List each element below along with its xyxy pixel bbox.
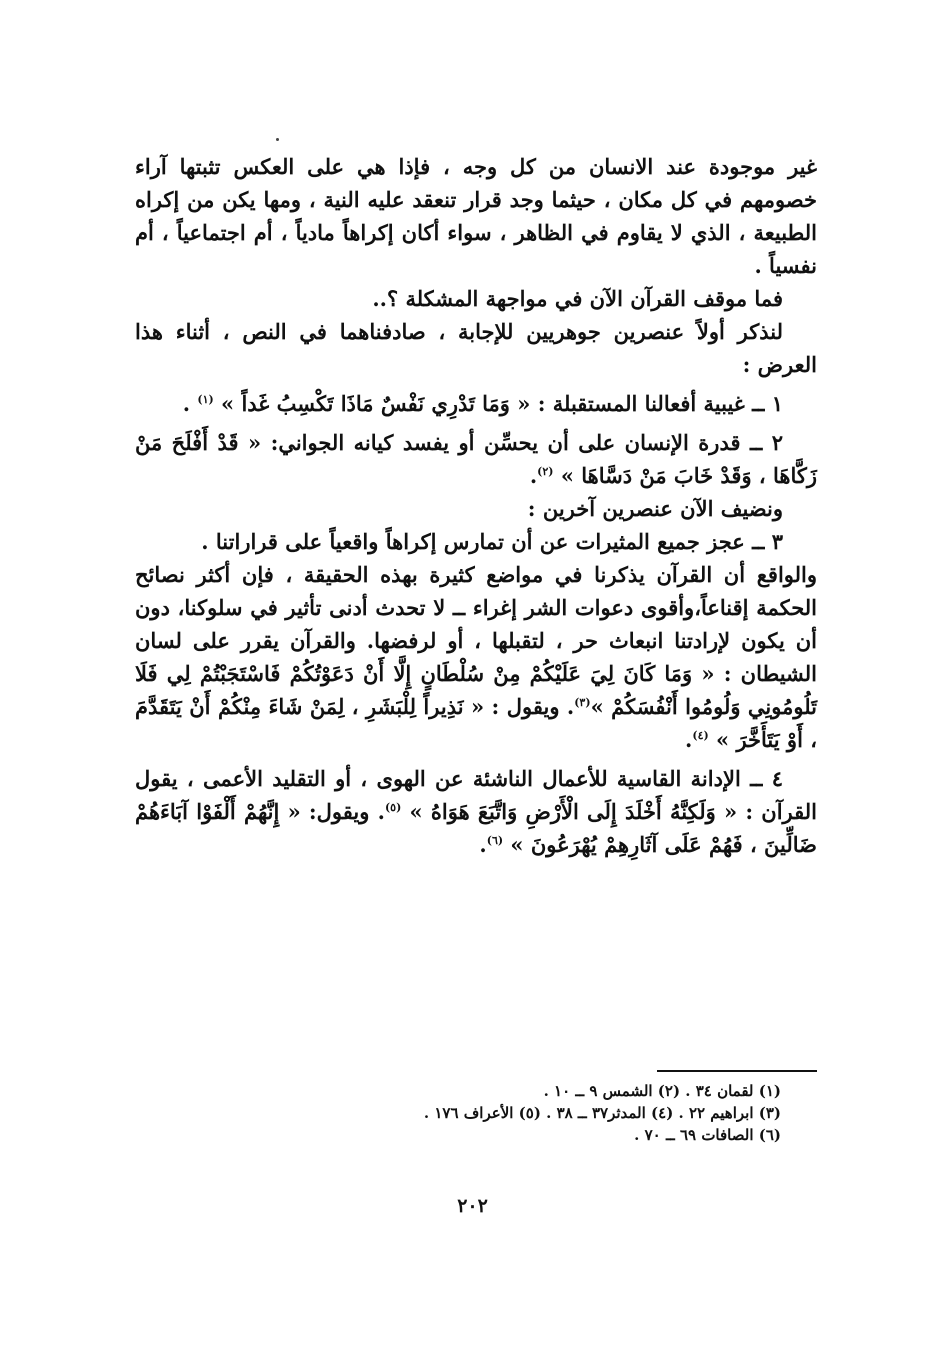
item-4-end: . (479, 832, 487, 857)
paragraph-8-mid: . ويقول : « نَذِيراً لِلْبَشَرِ ، لِمَنْ شَاءَ مِنْكُمْ أَنْ يَتَقَدَّمَ ، أَوْ يَتَأَخَّرَ » (135, 694, 817, 752)
footnote-ref-5: (٥) (384, 801, 402, 814)
item-1-text: ١ ــ غيبية أفعالنا المستقبلة : « وَمَا تَدْرِي نَفْسٌ مَاذَا تَكْسِبُ غَداً » (221, 391, 783, 416)
footnote-ref-1: (١) (197, 393, 214, 406)
footnote-ref-3: (٣) (574, 696, 591, 709)
item-4-text: ٤ ــ الإدانة القاسية للأعمال الناشئة عن الهوى ، أو التقليد الأعمى ، يقول القرآن : « وَلَكِنَّهُ أَخْلَدَ إِلَى الْأَرْضِ وَاتَّبَعَ هَوَاهُ » (135, 766, 817, 824)
footnotes (424, 1080, 781, 1146)
item-2 (135, 426, 817, 492)
paragraph-8 (135, 558, 817, 756)
paragraph-3: لنذكر أولاً عنصرين جوهريين للإجابة ، صادفناهما في النص ، أثناء هذا العرض : (135, 319, 817, 377)
footnote-line-2: (٣) ابراهيم ٢٢ . (٤) المدثر٣٧ ــ ٣٨ . (٥) الأعراف ١٧٦ . (423, 1104, 781, 1122)
item-2-text: ٢ ــ قدرة الإنسان على أن يحسِّن أو يفسد كيانه الجواني: « قَدْ أَفْلَحَ مَنْ زَكَّاهَا ، وَقَدْ خَابَ مَنْ دَسَّاهَا » (135, 430, 817, 488)
paragraph-1: غير موجودة عند الانسان من كل وجه ، فإذا هي على العكس تثبتها آراء خصومهم في كل مكان ، حيثما وجد قرار تنعقد عليه النية ، ومها يكن من إكراه الطبيعة ، الذي لا يقاوم في الظاهر ، سواء أكان إكراهاً مادياً ، أم اجتماعياً ، أم نفسياً . (135, 154, 817, 278)
scan-speck (276, 138, 279, 141)
footnote-divider (657, 1070, 817, 1072)
paragraph-2: فما موقف القرآن الآن في مواجهة المشكلة ؟.. (372, 286, 783, 311)
footnote-ref-2: (٢) (537, 465, 554, 478)
paragraph-6: ونضيف الآن عنصرين آخرين : (527, 496, 783, 521)
footnote-line-1: (١) لقمان ٣٤ . (٢) الشمس ٩ ــ ١٠ . (543, 1082, 781, 1100)
item-4-mid: . ويقول: « إِنَّهُمْ أَلْفَوْا آبَاءَهُمْ ضَالِّينَ ، فَهُمْ عَلَى آثَارِهِمْ يُهْرَعُونَ » (135, 799, 817, 857)
item-4 (135, 762, 817, 861)
body-text (135, 150, 817, 861)
item-1 (135, 387, 817, 420)
paragraph-8-text: والواقع أن القرآن يذكرنا في مواضع كثيرة بهذه الحقيقة ، فإن أكثر نصائح الحكمة إقناعاً،وأقوى دعوات الشر إغراء ــ لا تحدث أدنى تأثير في سلوكنا، دون أن يكون لإرادتنا انبعاث حر ، لتقبلها ، أو لرفضها. والقرآن يقرر على لسان الشيطان : « وَمَا كَانَ لِيَ عَلَيْكُمْ مِنْ سُلْطَانٍ إِلَّا أَنْ دَعَوْتُكُمْ فَاسْتَجَبْتُمْ لِي فَلَا تَلُومُونِي وَلُومُوا أَنْفُسَكُمْ » (135, 562, 817, 719)
footnote-line-3: (٦) الصافات ٦٩ ــ ٧٠ . (634, 1126, 781, 1144)
item-3: ٣ ــ عجز جميع المثيرات عن أن تمارس إكراهاً واقعياً على قراراتنا . (201, 529, 783, 554)
item-2-end: . (529, 463, 538, 488)
footnote-ref-6: (٦) (486, 834, 504, 847)
item-1-end: . (182, 391, 191, 416)
page-number: ٢٠٢ (457, 1195, 488, 1217)
footnote-ref-4: (٤) (692, 729, 709, 742)
paragraph-8-end: . (685, 727, 693, 752)
